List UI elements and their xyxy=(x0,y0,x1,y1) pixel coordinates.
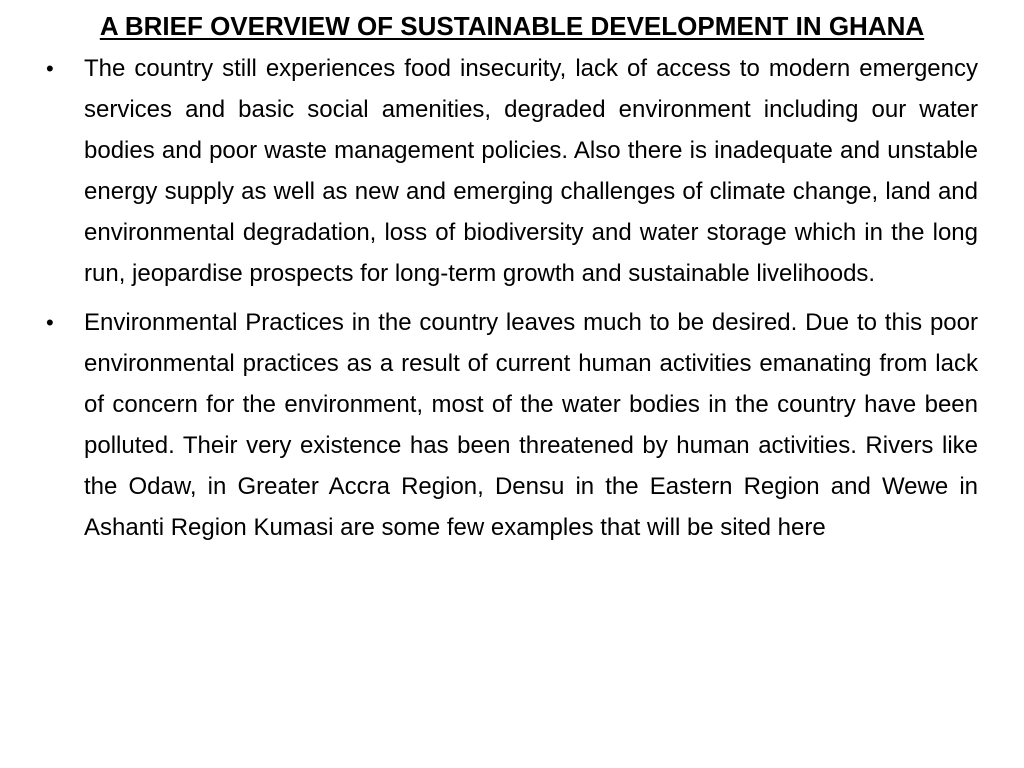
bullet-item-2 xyxy=(46,302,978,548)
bullet-icon: • xyxy=(46,56,54,81)
bullet-text: The country still experiences food insecurity, lack of access to modern emergency services and basic social amenities, degraded environment including our water bodies and poor waste management policies. Also there is inadequate and unstable energy supply as well as new and emerging challenges of climate change, land and environmental degradation, loss of biodiversity and water storage which in the long run, jeopardise prospects for long-term growth and sustainable livelihoods. xyxy=(84,55,978,287)
bullet-item-1 xyxy=(46,48,978,294)
bullet-list xyxy=(46,48,978,548)
slide-title: A BRIEF OVERVIEW OF SUSTAINABLE DEVELOPMENT IN GHANA xyxy=(99,11,925,41)
bullet-text: Environmental Practices in the country leaves much to be desired. Due to this poor environmental practices as a result of current human activities emanating from lack of concern for the environment, most of the water bodies in the country have been polluted. Their very existence has been threatened by human activities. Rivers like the Odaw, in Greater Accra Region, Densu in the Eastern Region and Wewe in Ashanti Region Kumasi are some few examples that will be sited here xyxy=(84,309,978,541)
bullet-icon: • xyxy=(46,310,54,335)
